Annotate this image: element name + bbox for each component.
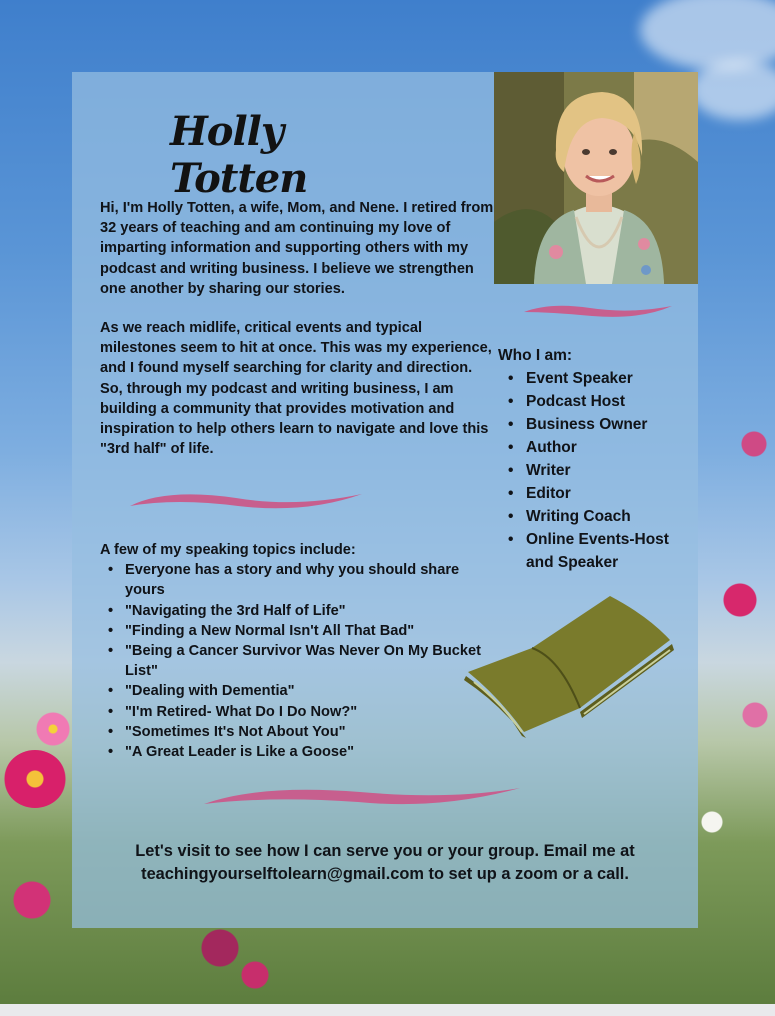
topics-heading: A few of my speaking topics include: bbox=[100, 542, 356, 558]
flower bbox=[740, 700, 770, 730]
list-item: • Online Events-Host and Speaker bbox=[508, 528, 693, 574]
flower bbox=[4, 750, 66, 808]
list-item: • "Navigating the 3rd Half of Life" bbox=[108, 601, 495, 621]
list-item: • "Sometimes It's Not About You" bbox=[108, 722, 495, 742]
list-item: • "Dealing with Dementia" bbox=[108, 681, 495, 701]
list-item: • "I'm Retired- What Do I Do Now?" bbox=[108, 702, 495, 722]
topics-list bbox=[100, 560, 495, 762]
list-item: • Business Owner bbox=[508, 413, 693, 436]
list-item: • "Finding a New Normal Isn't All That Bad" bbox=[108, 621, 495, 641]
flower bbox=[200, 928, 240, 968]
page-title: Holly Totten bbox=[170, 108, 308, 202]
list-item: • Podcast Host bbox=[508, 390, 693, 413]
list-item: • Everyone has a story and why you should share yours bbox=[108, 560, 495, 600]
flower bbox=[36, 712, 70, 746]
cta-email-line: teachingyourselftolearn@gmail.com to set up a zoom or a call. bbox=[141, 865, 629, 883]
swoosh-divider-top-right bbox=[520, 298, 676, 326]
list-item: • Event Speaker bbox=[508, 367, 693, 390]
list-item: • Writer bbox=[508, 459, 693, 482]
cta-line-1: Let's visit to see how I can serve you or your group. Email me at bbox=[135, 842, 635, 860]
cloud bbox=[690, 60, 775, 120]
who-i-am-section bbox=[498, 344, 693, 574]
who-i-am-heading: Who I am: bbox=[498, 347, 573, 364]
flower bbox=[720, 580, 760, 620]
list-item: • Author bbox=[508, 436, 693, 459]
flower bbox=[740, 430, 768, 458]
cloud bbox=[640, 0, 775, 70]
list-item: • Editor bbox=[508, 482, 693, 505]
list-item: • "A Great Leader is Like a Goose" bbox=[108, 742, 495, 762]
portrait-illustration bbox=[494, 72, 698, 284]
list-item: • Writing Coach bbox=[508, 505, 693, 528]
flower bbox=[12, 880, 52, 920]
swoosh-divider-middle bbox=[126, 486, 366, 516]
intro-paragraph-1: Hi, I'm Holly Totten, a wife, Mom, and Nene. I retired from 32 years of teaching and am continuing my love of imparting information and supporting others with my podcast and writing business. I believe we strengthen one another by sharing our stories. bbox=[100, 200, 494, 297]
swoosh-divider-bottom bbox=[200, 782, 524, 812]
open-book-icon bbox=[460, 588, 676, 738]
list-item: • "Being a Cancer Survivor Was Never On My Bucket List" bbox=[108, 641, 495, 681]
speaking-topics-section bbox=[100, 540, 495, 762]
flower bbox=[700, 810, 724, 834]
flower bbox=[240, 960, 270, 990]
profile-photo bbox=[494, 72, 698, 284]
intro-paragraph-2: As we reach midlife, critical events and typical milestones seem to hit at once. This was my experience, and I found myself searching for clarity and direction. So, through my podcast and writing business, I am building a community that provides motivation and inspiration to help others learn to navigate and love this "3rd half" of life. bbox=[100, 320, 492, 458]
who-i-am-list bbox=[498, 367, 693, 574]
call-to-action bbox=[72, 840, 698, 886]
